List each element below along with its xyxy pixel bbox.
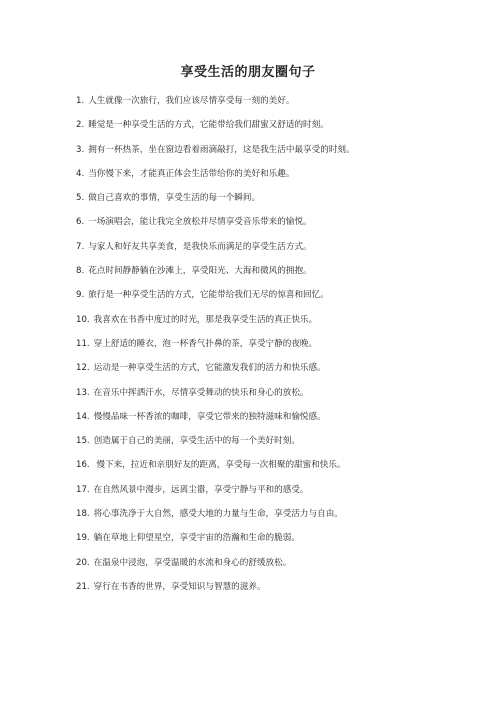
list-item [76,92,476,116]
list-item [76,286,476,310]
list-item [76,311,476,335]
list-item-number: 5. [76,193,85,204]
list-item [76,213,476,237]
list-item-text: 慢下来，拉近和亲朋好友的距离，享受每一次相聚的甜蜜和快乐。 [93,460,346,471]
list-item [76,578,476,602]
list-item [76,335,476,359]
list-item-text: 睡觉是一种享受生活的方式，它能带给我们甜蜜又舒适的时刻。 [88,120,329,131]
list-item [76,432,476,456]
list-item-text: 当你慢下来，才能真正体会生活带给你的美好和乐趣。 [88,168,295,179]
list-item-text: 躺在草地上仰望星空，享受宇宙的浩瀚和生命的脆弱。 [93,533,300,544]
list-item-number: 3. [76,144,85,155]
list-item-text: 运动是一种享受生活的方式，它能激发我们的活力和快乐感。 [93,363,326,374]
list-item [76,165,476,189]
list-item-text: 将心事洗净于大自然，感受大地的力量与生命，享受活力与自由。 [93,509,343,520]
list-item [76,408,476,432]
list-item [76,456,476,480]
list-item-number: 10. [76,314,90,325]
list-item [76,481,476,505]
list-item-text: 穿行在书香的世界，享受知识与智慧的滋养。 [93,581,266,592]
list-item-number: 14. [76,411,90,422]
list-item-number: 7. [76,241,85,252]
list-item [76,189,476,213]
list-item-text: 人生就像一次旅行，我们应该尽情享受每一刻的美好。 [88,96,295,106]
list-item-text: 花点时间静静躺在沙滩上，享受阳光、大海和微风的拥抱。 [88,266,312,277]
list-item-text: 创造属于自己的美丽，享受生活中的每一个美好时刻。 [93,436,300,447]
list-item-number: 1. [76,96,85,106]
list-item-text: 做自己喜欢的事情，享受生活的每一个瞬间。 [88,193,261,204]
list-item-text: 我喜欢在书香中度过的时光，那是我享受生活的真正快乐。 [93,314,318,325]
list-item [76,505,476,529]
list-item-text: 穿上舒适的睡衣，泡一杯香气扑鼻的茶，享受宁静的夜晚。 [93,338,318,349]
list-item-text: 慢慢品味一杯香浓的咖啡，享受它带来的独特滋味和愉悦感。 [93,411,326,422]
list-item-number: 21. [76,581,90,592]
list-item-number: 2. [76,120,85,131]
list-item [76,262,476,286]
list-item-text: 在温泉中浸泡，享受温暖的水流和身心的舒缓放松。 [93,557,292,568]
list-item-number: 18. [76,509,90,520]
list-item-number: 17. [76,484,90,495]
list-item-number: 6. [76,217,85,228]
list-item [76,384,476,408]
list-item-number: 16. [76,460,90,471]
list-item [76,116,476,140]
sentence-list [76,92,476,602]
list-item-text: 与家人和好友共享美食，是我快乐而满足的享受生活方式。 [88,241,312,252]
list-item [76,238,476,262]
list-item-number: 9. [76,290,85,301]
list-item-number: 19. [76,533,90,544]
list-item-number: 15. [76,436,90,447]
list-item-number: 13. [76,387,90,398]
list-item-number: 8. [76,266,85,277]
list-item [76,554,476,578]
list-item-number: 4. [76,168,85,179]
list-item-number: 20. [76,557,90,568]
list-item-text: 旅行是一种享受生活的方式，它能带给我们无尽的惊喜和回忆。 [88,290,329,301]
list-item-text: 拥有一杯热茶，坐在窗边看着雨滴敲打，这是我生活中最享受的时刻。 [88,144,355,155]
list-item-number: 12. [76,363,90,374]
list-item [76,359,476,383]
list-item-text: 在音乐中挥洒汗水，尽情享受舞动的快乐和身心的放松。 [93,387,309,398]
list-item [76,529,476,553]
list-item-number: 11. [76,338,90,349]
list-item-text: 一场演唱会，能让我完全放松并尽情享受音乐带来的愉悦。 [88,217,312,228]
list-item [76,141,476,165]
document-title: 享受生活的朋友圈句子 [180,65,316,80]
list-item-text: 在自然风景中漫步，远离尘嚣，享受宁静与平和的感受。 [93,484,309,495]
